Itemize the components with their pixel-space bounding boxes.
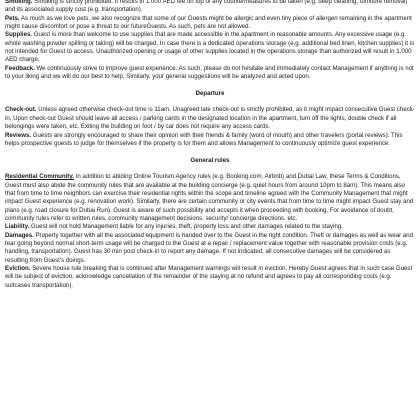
policy-feedback — [5, 65, 415, 82]
section-heading-general-rules: General rules — [190, 156, 230, 164]
policy-text: As much as we love pets, we also recognize that some of our Guests might be allergic and even tiny piece of allergen remaining in the apartment might cause discomfort or pose a threat to our futureGuests. As such, pets are not allowed. — [5, 14, 412, 31]
policy-term: Eviction. — [5, 265, 31, 272]
policy-text: Guests are strongly encouraged to share their opinion with their friends & family (word of mouth) and other travelers (portal reviews). This helps prospective guests to judge for themselves if the property is for them and allows Management to continuously optimize guest experience. — [5, 131, 403, 147]
policy-term: Liability. — [5, 223, 30, 231]
policy-term: Feedback. — [5, 64, 35, 72]
policy-supplies — [5, 31, 415, 64]
policy-term: Supplies. — [5, 31, 33, 39]
policy-text: In addition to abiding Online Tourism Agency rules (e.g. Booking.com, Airbnb) and Dubai Law, these Terms & Conditions, Guest must also abide the community rules that are available at the building concierge (e.g. quiet hours from around 10pm to 8am). This means also that from time to time neighbors can exercise their residential rights within the scope and timeline agreed with the Community Management that might impact Guest experience (e.g. renovation work). Similarly, there are certain community or city events that from time to time might impact Guest stay and plans (e.g. road closure for Dubai Run). Guest is aware of such possibility and accepts it when proceeding with booking. For avoidance of doubt, community rules refer to written rules, community management decisions, security/ concierge directions, etc. — [5, 173, 414, 222]
policy-text: We continuously strive to improve guest experience. As such, please do not hesitate and immediately contact Management if anything is not to your liking and we will do our best to help. Similarly, your general suggestions will be analyzed and acted upon. — [5, 64, 414, 81]
departure-checkout — [5, 106, 415, 131]
policy-term: Pets. — [5, 14, 20, 22]
policy-pets — [5, 15, 415, 32]
policy-smoking — [5, 0, 415, 15]
section-heading-departure: Departure — [195, 89, 225, 97]
policy-term: Reviews. — [5, 131, 32, 139]
departure-reviews — [5, 132, 415, 149]
general-eviction — [5, 265, 415, 290]
policy-term: Check-out. — [5, 106, 37, 114]
spacer — [5, 98, 415, 106]
policy-text: Unless agreed otherwise check-out time is 11am. Unagreed late check-out is strictly prohibited, as it might impact consecutive Guest check-in. Upon check-out Guest should leave all access / parking cards in the designated location in the apartment, turn off the lights, double check if all belongings were taken, etc. Exiting the building on foot / by car does not require any access cards. — [5, 106, 415, 131]
policy-text: Severe house rule breaking that is continued after Management warnings will result in eviction. Hereby Guest agrees that in such case Guest will be subject of eviction, acknowledge cancellation of the remainder of the staying at no refund and agrees to pay all corresponding costs (e.g. suitcases transportation). — [5, 265, 413, 289]
document-page — [5, 0, 415, 290]
general-residential-community — [5, 173, 415, 223]
spacer — [5, 148, 415, 156]
policy-text: Smoking is strictly prohibited. It results in 1,000 AED fee on top of any countermeasures to be taken (e.g. deep cleaning, furniture removal) and its associated supply cost (e.g. transportation). — [5, 0, 408, 14]
general-damages — [5, 232, 415, 265]
policy-term: Residential Community. — [5, 173, 74, 181]
policy-term: Damages. — [5, 231, 34, 239]
policy-text: Guest is more than welcome to use supplies that are made accessible in the apartment in reasonable amounts. Any excessive usage (e.g. whole washing powder spilling or taking) will be charged. In case there is a dedicated operations storage (e.g. additional bed linen, kitchen supplies) it is not intended for Guest to access. Unauthorized opening or usage of other supplies located in the operations storage than authorized will result in 1,000 AED charge. — [5, 31, 415, 64]
policy-text: Property together with all the associated equipment is handed over to the Guest in the right condition. Theft or damages as well as wear and tear going beyond normal short-term usage will be charged to the Guest at a repair / replacement value together with reasonable provision costs (e.g. handling, transportation). Guest has 30 min post check-in to report any damage. If not indicated, all consecutive damages will be considered as resulting from Guest's doings. — [5, 231, 414, 264]
spacer — [5, 81, 415, 89]
policy-text: Guest will not hold Management liable for any injuries, theft, property loss and other damages related to the staying. — [29, 223, 343, 231]
policy-term: Smoking. — [5, 0, 33, 5]
spacer — [5, 165, 415, 173]
general-liability — [5, 223, 415, 231]
